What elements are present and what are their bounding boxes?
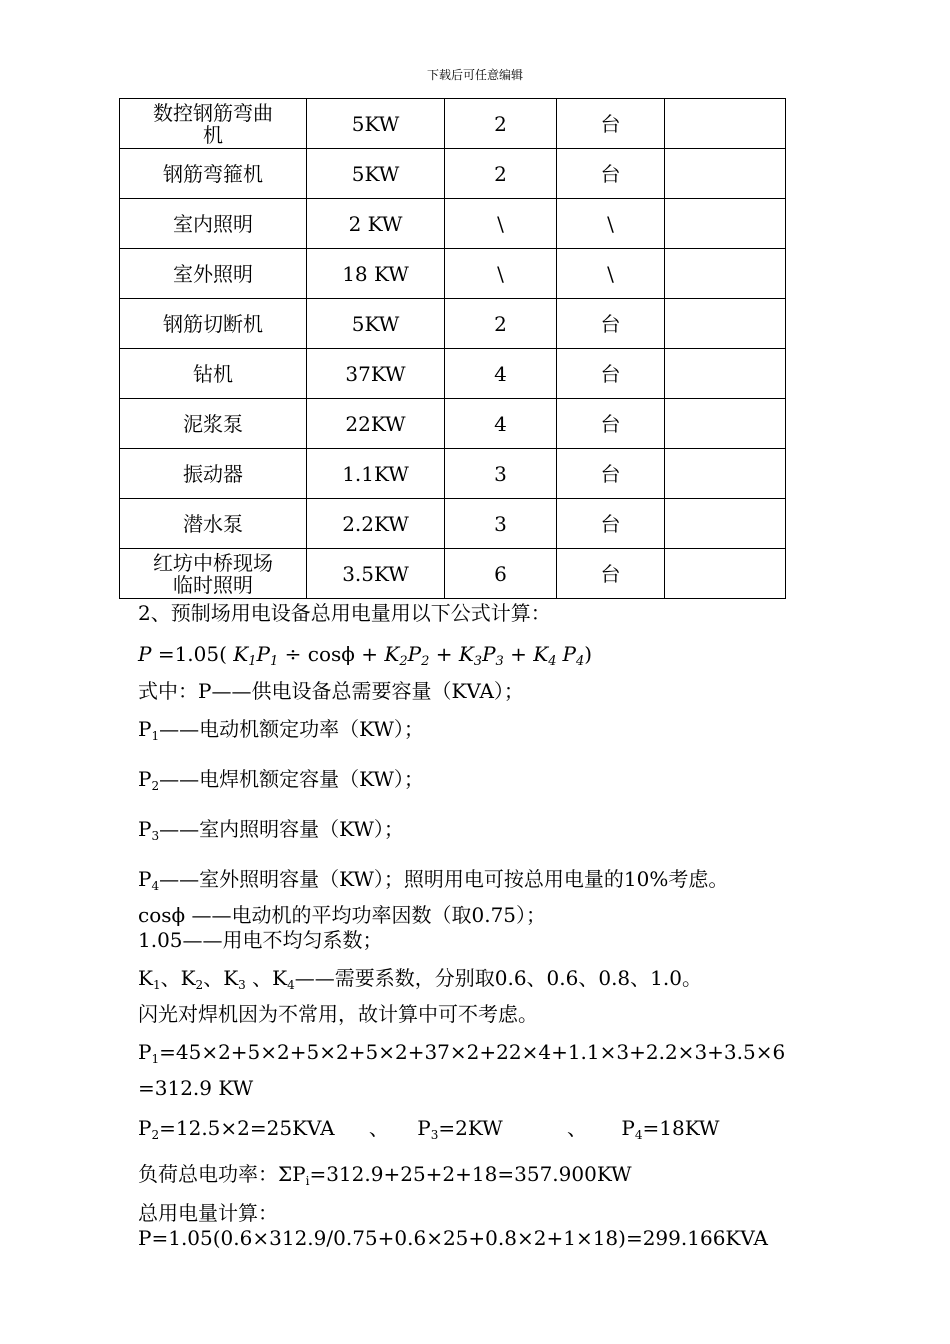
cell-note: [665, 299, 786, 349]
coefficient-definition: 1.05——用电不均匀系数；: [138, 928, 383, 952]
cell-note: [665, 499, 786, 549]
cell-equipment-name: 振动器: [120, 449, 307, 499]
p1-calculation: $P_1=45\times 2+5\times 2+5\times 2+5\times 2+37\times 2+22\times 4+1.1\times 3+2.2\times 3+3.5\times 6$: [138, 1040, 786, 1066]
cell-quantity: 3: [445, 499, 557, 549]
cell-unit: 台: [557, 299, 665, 349]
cell-quantity: \: [445, 199, 557, 249]
cell-rated-power: 2.2KW: [307, 499, 445, 549]
cell-quantity: 4: [445, 349, 557, 399]
cell-note: [665, 249, 786, 299]
formula-line: P =1.05( $K_1P_1 \div \cos\phi + K_2P_2 + K_3P_3 + K_4$ $P_4$): [138, 642, 593, 669]
table-row: [120, 399, 786, 449]
table-row: [120, 499, 786, 549]
p1-definition: $P_1——$电动机额定功率（KW）；: [138, 717, 424, 743]
p1-result: =312.9 KW: [138, 1076, 254, 1100]
cell-unit: 台: [557, 399, 665, 449]
cell-rated-power: 5KW: [307, 299, 445, 349]
section-heading: 2、预制场用电设备总用电量用以下公式计算：: [138, 601, 551, 625]
table-row: [120, 199, 786, 249]
cell-quantity: 4: [445, 399, 557, 449]
cell-unit: 台: [557, 549, 665, 599]
table-row: [120, 549, 786, 599]
cell-equipment-name: 潜水泵: [120, 499, 307, 549]
cell-unit: 台: [557, 99, 665, 149]
p3-definition: $P_3——$室内照明容量（KW）；: [138, 817, 404, 843]
cell-rated-power: 5KW: [307, 149, 445, 199]
page-header: 下载后可任意编辑: [426, 68, 523, 82]
cell-quantity: 2: [445, 149, 557, 199]
cell-note: [665, 199, 786, 249]
total-consumption-heading: 总用电量计算：: [138, 1201, 278, 1225]
cell-rated-power: 37KW: [307, 349, 445, 399]
cell-equipment-name: 室外照明: [120, 249, 307, 299]
cell-rated-power: 18 KW: [307, 249, 445, 299]
table-row: [120, 149, 786, 199]
cell-rated-power: 3.5KW: [307, 549, 445, 599]
cell-note: [665, 549, 786, 599]
cell-unit: 台: [557, 349, 665, 399]
cell-equipment-name: 钢筋弯箍机: [120, 149, 307, 199]
cell-note: [665, 99, 786, 149]
cell-rated-power: 5KW: [307, 99, 445, 149]
cell-equipment-name: 数控钢筋弯曲 机: [120, 99, 307, 149]
p2-definition: $P_2——$电焊机额定容量（KW）；: [138, 767, 424, 793]
equipment-table: [119, 98, 786, 599]
cell-rated-power: 22KW: [307, 399, 445, 449]
total-load-power: 负荷总电功率：$\Sigma P_i=312.9+25+2+18=357.900KW$: [138, 1162, 632, 1188]
cell-unit: 台: [557, 449, 665, 499]
cos-definition: cosϕ ——电动机的平均功率因数（取0.75）；: [138, 903, 547, 927]
k-definition: $K_1$、$K_2$、$K_3$ 、$K_4——$需要系数，分别取0.6、0.6、0.8、1.0。: [138, 966, 702, 992]
cell-quantity: 2: [445, 99, 557, 149]
cell-equipment-name: 泥浆泵: [120, 399, 307, 449]
table-row: [120, 449, 786, 499]
cell-note: [665, 149, 786, 199]
p2-p3-p4-values: $P_2=12.5\times 2=25KVA$ 、 $P_3=2KW$ 、 $P_4=18KW$: [138, 1116, 720, 1142]
table-row: [120, 349, 786, 399]
table-row: [120, 99, 786, 149]
cell-equipment-name: 钢筋切断机: [120, 299, 307, 349]
table-row: [120, 299, 786, 349]
cell-unit: \: [557, 199, 665, 249]
p4-definition: $P_4——$室外照明容量（KW）；照明用电可按总用电量的10%考虑。: [138, 867, 729, 893]
cell-note: [665, 399, 786, 449]
cell-quantity: 3: [445, 449, 557, 499]
cell-quantity: 6: [445, 549, 557, 599]
cell-rated-power: 1.1KW: [307, 449, 445, 499]
cell-equipment-name: 红坊中桥现场 临时照明: [120, 549, 307, 599]
cell-equipment-name: 室内照明: [120, 199, 307, 249]
cell-equipment-name: 钻机: [120, 349, 307, 399]
cell-note: [665, 349, 786, 399]
definition-intro: 式中：P——供电设备总需要容量（KVA）；: [138, 679, 524, 703]
cell-quantity: 2: [445, 299, 557, 349]
cell-note: [665, 449, 786, 499]
cell-quantity: \: [445, 249, 557, 299]
flash-welder-note: 闪光对焊机因为不常用，故计算中可不考虑。: [138, 1002, 538, 1026]
total-consumption-calc: P=1.05(0.6×312.9/0.75+0.6×25+0.8×2+1×18)=299.166KVA: [138, 1226, 768, 1250]
cell-unit: \: [557, 249, 665, 299]
table-row: [120, 249, 786, 299]
cell-rated-power: 2 KW: [307, 199, 445, 249]
cell-unit: 台: [557, 499, 665, 549]
cell-unit: 台: [557, 149, 665, 199]
